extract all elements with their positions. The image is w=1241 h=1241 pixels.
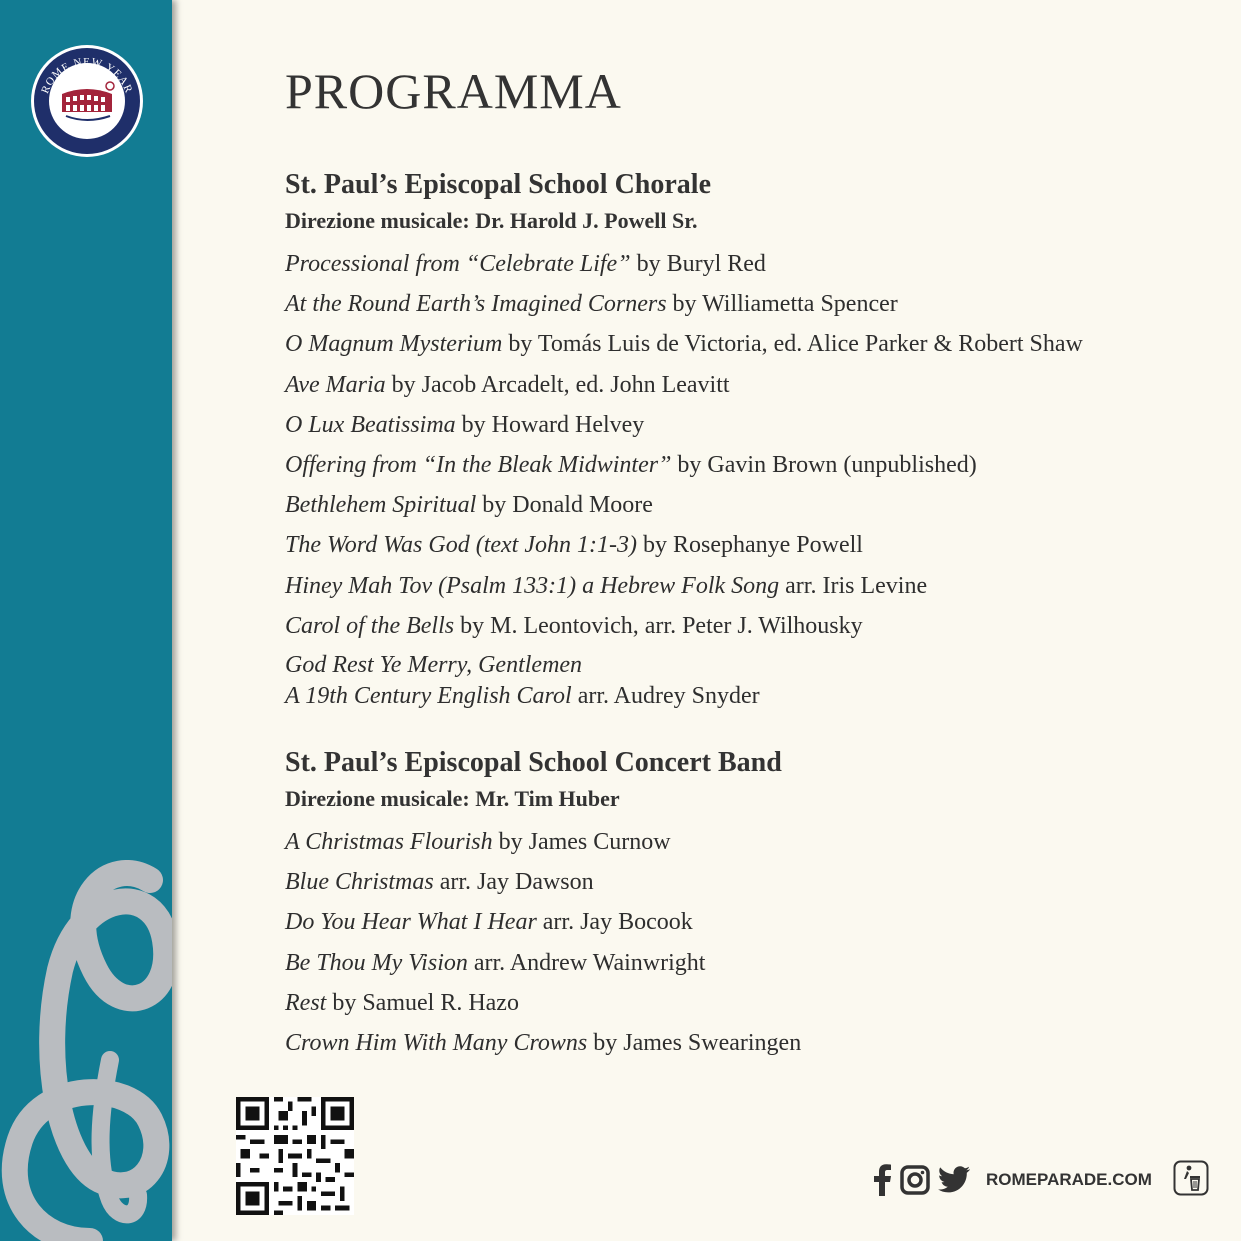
qr-code[interactable] [236, 1097, 354, 1215]
instagram-icon[interactable] [900, 1165, 930, 1195]
program-item: The Word Was God (text John 1:1-3) by Rosephanye Powell [285, 532, 863, 559]
rome-new-year-logo [30, 44, 144, 158]
program-item: God Rest Ye Merry, Gentlemen A 19th Century English Carol arr. Audrey Snyder [285, 652, 760, 710]
recycle-bin-icon [1173, 1160, 1209, 1196]
section-title: St. Paul’s Episcopal School Concert Band [285, 747, 782, 778]
program-item: Processional from “Celebrate Life” by Buryl Red [285, 251, 766, 277]
sidebar [0, 0, 172, 1241]
musical-director: Direzione musicale: Mr. Tim Huber [285, 786, 620, 811]
program-item: Carol of the Bells by M. Leontovich, arr. Peter J. Wilhousky [285, 612, 863, 639]
footer [872, 1160, 1152, 1200]
program-list [285, 244, 1083, 716]
program-item: Be Thou My Vision arr. Andrew Wainwright [285, 949, 706, 976]
program-list [285, 822, 801, 1063]
program-item: At the Round Earth’s Imagined Corners by Williametta Spencer [285, 291, 898, 318]
chorale-section [285, 168, 1083, 716]
program-item: Crown Him With Many Crowns by James Swearingen [285, 1030, 802, 1057]
twitter-icon[interactable] [938, 1166, 970, 1194]
program-item: Hiney Mah Tov (Psalm 133:1) a Hebrew Folk Song arr. Iris Levine [285, 572, 928, 599]
program-item: O Lux Beatissima by Howard Helvey [285, 411, 645, 438]
page-title: PROGRAMMA [285, 63, 622, 119]
section-title: St. Paul’s Episcopal School Chorale [285, 169, 712, 200]
program-item: Offering from “In the Bleak Midwinter” by Gavin Brown (unpublished) [285, 452, 977, 479]
program-item: Rest by Samuel R. Hazo [285, 989, 519, 1016]
facebook-icon[interactable] [872, 1164, 892, 1196]
program-item: Ave Maria by Jacob Arcadelt, ed. John Leavitt [285, 371, 730, 398]
program-item: Do You Hear What I Hear arr. Jay Bocook [285, 909, 693, 936]
program-item: O Magnum Mysterium by Tomás Luis de Victoria, ed. Alice Parker & Robert Shaw [285, 331, 1083, 358]
program-item: A Christmas Flourish by James Curnow [285, 829, 671, 855]
program-item: Bethlehem Spiritual by Donald Moore [285, 492, 653, 519]
band-section [285, 746, 801, 1063]
logo-ring-text: ROME NEW YEAR [39, 56, 135, 96]
treble-clef-icon [0, 860, 172, 1241]
program-item: Blue Christmas arr. Jay Dawson [285, 869, 594, 896]
website-link[interactable]: ROMEPARADE.COM [986, 1170, 1152, 1189]
musical-director: Direzione musicale: Dr. Harold J. Powell Sr. [285, 208, 698, 233]
social-links [872, 1164, 970, 1196]
